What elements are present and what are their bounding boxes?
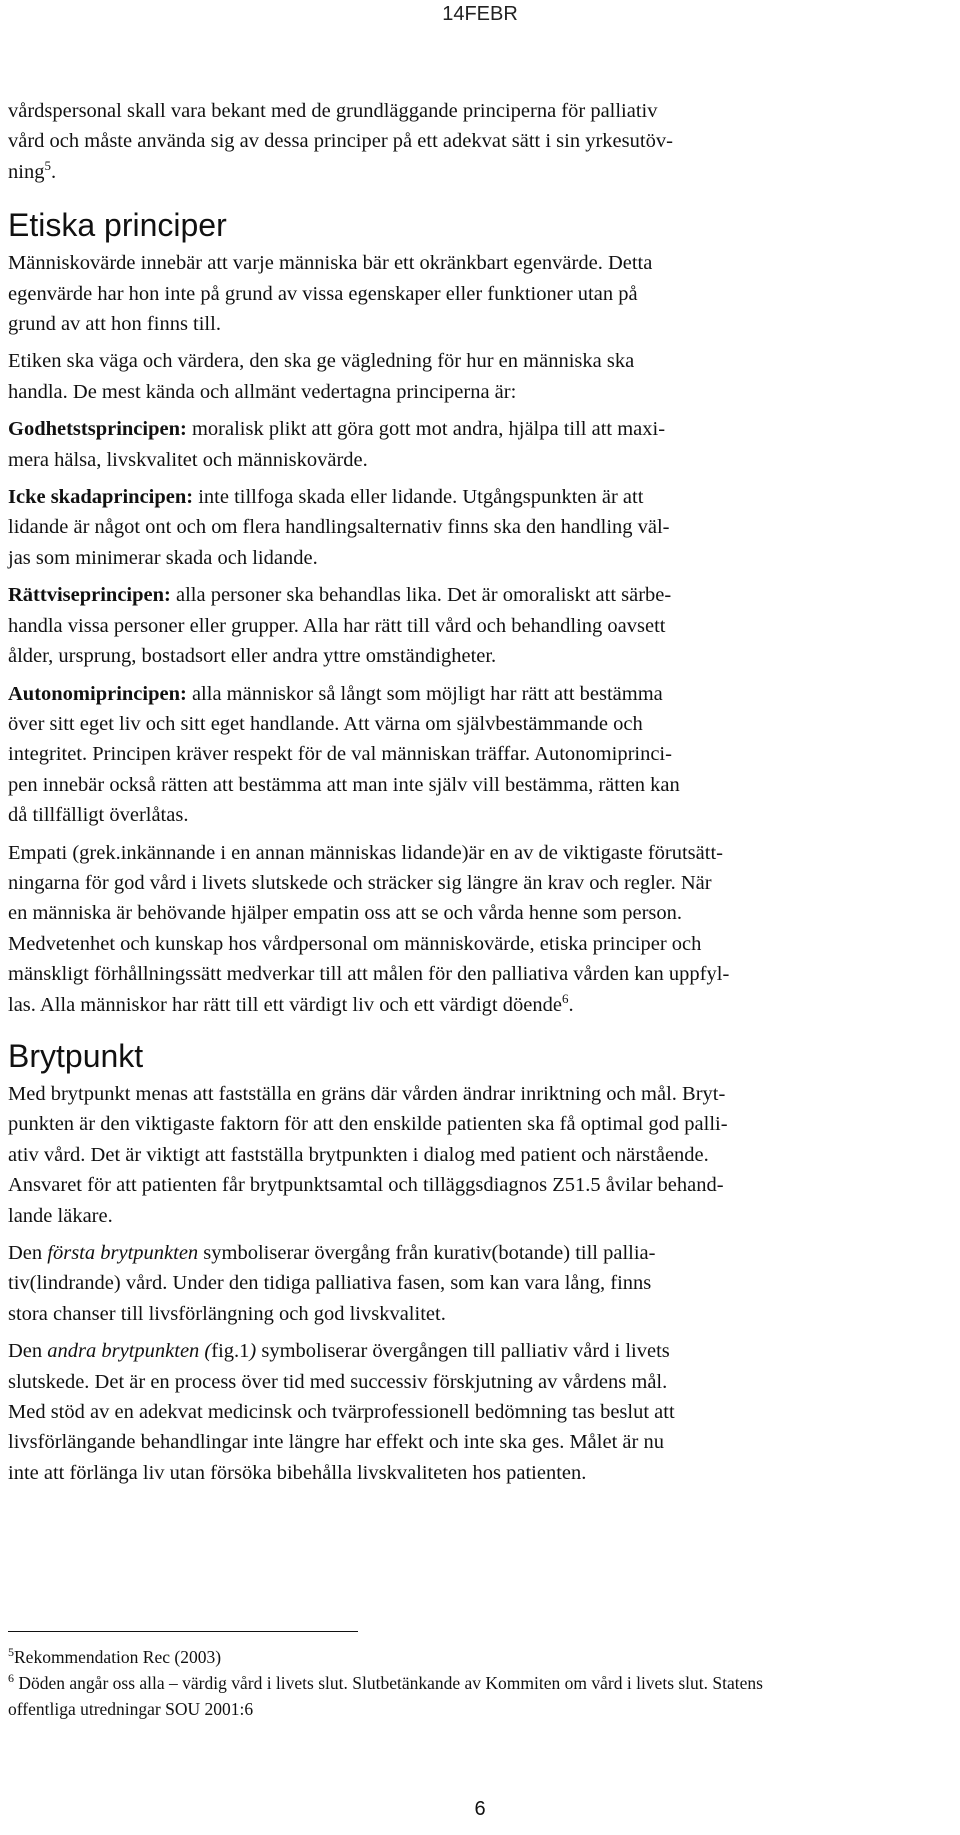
text-line: Med stöd av en adekvat medicinsk och tvärprofessionell bedömning tas beslut att — [8, 1401, 675, 1424]
text-line: vård och måste använda sig av dessa principer på ett adekvat sätt i sin yrkesutöv- — [8, 130, 673, 153]
paragraph-autonomi — [8, 679, 954, 831]
paragraph-empati — [8, 838, 954, 1022]
footnote-divider — [8, 1631, 358, 1632]
page-header: 14FEBR — [442, 3, 518, 25]
paragraph-rattvise — [8, 580, 954, 671]
text-line: pen innebär också rätten att bestämma att man inte själv vill bestämma, rätten kan — [8, 773, 680, 796]
text-line: Den — [8, 1340, 48, 1363]
text-line: livsförlängande behandlingar inte längre har effekt och inte ska ges. Målet är nu — [8, 1431, 664, 1454]
text-line: Etiken ska väga och värdera, den ska ge vägledning för hur en människa ska — [8, 350, 635, 373]
footnote-number: 5 — [8, 1645, 14, 1659]
paragraph-andra-brytpunkten — [8, 1336, 954, 1488]
text-line: punkten är den viktigaste faktorn för att den enskilde patienten ska få optimal god palli- — [8, 1113, 728, 1136]
text-line: en människa är behövande hjälper empatin oss att se och vårda henne som person. — [8, 902, 683, 925]
paragraph-forsta-brytpunkten — [8, 1238, 954, 1329]
text-line: lidande är något ont och om flera handlingsalternativ finns ska den handling väl- — [8, 516, 670, 539]
heading-etiska-principer: Etiska principer — [8, 207, 227, 244]
page-content — [8, 96, 954, 1488]
footnote-number: 6 — [8, 1671, 14, 1685]
text-line: Människovärde innebär att varje människa bär ett okränkbart egenvärde. Detta — [8, 252, 653, 275]
footnote-text: Rekommendation Rec (2003) — [14, 1647, 222, 1667]
text-line: inte att förlänga liv utan försöka bibehålla livskvaliteten hos patienten. — [8, 1461, 587, 1484]
footnote-text: Döden angår oss alla – värdig vård i livets slut. Slutbetänkande av Kommiten om vård i livets slut. Statens — [14, 1673, 763, 1693]
text-line: grund av att hon finns till. — [8, 313, 221, 336]
text-line: handla. De mest kända och allmänt vedertagna principerna är: — [8, 380, 517, 403]
text-line: mänskligt förhållningssätt medverkar till att målen för den palliativa vården kan uppfyl- — [8, 963, 730, 986]
text-line: las. Alla människor har rätt till ett värdigt liv och ett värdigt döende — [8, 993, 562, 1016]
page-number: 6 — [474, 1798, 486, 1820]
text-line: ningarna för god vård i livets slutskede och sträcker sig längre än krav och regler. När — [8, 871, 712, 894]
text-line: lande läkare. — [8, 1204, 113, 1227]
text-line: vårdspersonal skall vara bekant med de grundläggande principerna för palliativ — [8, 100, 658, 122]
term-icke-skada: Icke skadaprincipen: — [8, 486, 194, 509]
text-line: egenvärde har hon inte på grund av vissa egenskaper eller funktioner utan på — [8, 282, 638, 305]
text-line: Ansvaret för att patienten får brytpunktsamtal och tilläggsdiagnos Z51.5 åvilar behand- — [8, 1174, 724, 1197]
paragraph-godhet — [8, 414, 954, 475]
term-rattvise: Rättviseprincipen: — [8, 584, 171, 607]
text-line: symboliserar övergången till palliativ vård i livets — [256, 1340, 670, 1363]
footnotes — [8, 1645, 958, 1721]
paragraph-brytpunkt — [8, 1079, 954, 1231]
text-line: stora chanser till livsförlängning och god livskvalitet. — [8, 1302, 446, 1325]
text-line: Empati (grek.inkännande i en annan människas lidande)är en av de viktigaste förutsätt- — [8, 841, 723, 864]
text-line: integritet. Principen kräver respekt för de val människan träffar. Autonomiprinci- — [8, 743, 672, 766]
text-line: ) — [249, 1340, 257, 1363]
text-line: mera hälsa, livskvalitet och människovärde. — [8, 448, 368, 471]
text-line: Den — [8, 1242, 48, 1264]
footnote-ref-5[interactable]: 5 — [44, 157, 51, 173]
text-line: jas som minimerar skada och lidande. — [8, 546, 318, 569]
text-line: ning — [8, 160, 45, 183]
term-andra-brytpunkten: andra brytpunkten ( — [47, 1340, 212, 1363]
footnote-6 — [8, 1671, 958, 1721]
term-forsta-brytpunkten: första brytpunkten — [47, 1242, 199, 1264]
text-line: moralisk plikt att göra gott mot andra, hjälpa till att maxi- — [186, 418, 666, 441]
intro-paragraph — [8, 96, 954, 189]
footnote-text: offentliga utredningar SOU 2001:6 — [8, 1699, 254, 1719]
text-line: . — [50, 160, 57, 183]
text-line: slutskede. Det är en process över tid med successiv förskjutning av vårdens mål. — [8, 1370, 668, 1393]
term-autonomi: Autonomiprincipen: — [8, 682, 187, 705]
paragraph-icke-skada — [8, 482, 954, 573]
footnote-ref-6[interactable]: 6 — [561, 990, 569, 1006]
text-line: Medvetenhet och kunskap hos vårdpersonal om människovärde, etiska principer och — [8, 932, 702, 955]
text-line: alla personer ska behandlas lika. Det är omoraliskt att särbe- — [170, 584, 672, 607]
footnote-5 — [8, 1645, 958, 1671]
term-godhet: Godhetstsprincipen: — [8, 418, 187, 441]
text-line: ativ vård. Det är viktigt att fastställa brytpunkten i dialog med patient och närstående. — [8, 1143, 709, 1166]
text-line: handla vissa personer eller grupper. Alla har rätt till vård och behandling oavsett — [8, 614, 666, 637]
text-line: . — [568, 993, 574, 1016]
text-line: symboliserar övergång från kurativ(botande) till pallia- — [198, 1242, 656, 1264]
text-line: ålder, ursprung, bostadsort eller andra yttre omständigheter. — [8, 645, 497, 668]
text-line: över sitt eget liv och sitt eget handlande. Att värna om självbestämmande och — [8, 712, 643, 735]
heading-brytpunkt: Brytpunkt — [8, 1037, 144, 1074]
paragraph-manniskovarde — [8, 248, 954, 339]
text-line: tiv(lindrande) vård. Under den tidiga palliativa fasen, som kan vara lång, finns — [8, 1272, 652, 1295]
figure-ref: fig.1 — [211, 1340, 250, 1363]
paragraph-etiken — [8, 346, 954, 407]
text-line: alla människor så långt som möjligt har rätt att bestämma — [186, 682, 663, 705]
text-line: Med brytpunkt menas att fastställa en gräns där vården ändrar inriktning och mål. Bryt- — [8, 1082, 726, 1105]
text-line: då tillfälligt överlåtas. — [8, 804, 189, 827]
text-line: inte tillfoga skada eller lidande. Utgångspunkten är att — [193, 486, 644, 509]
